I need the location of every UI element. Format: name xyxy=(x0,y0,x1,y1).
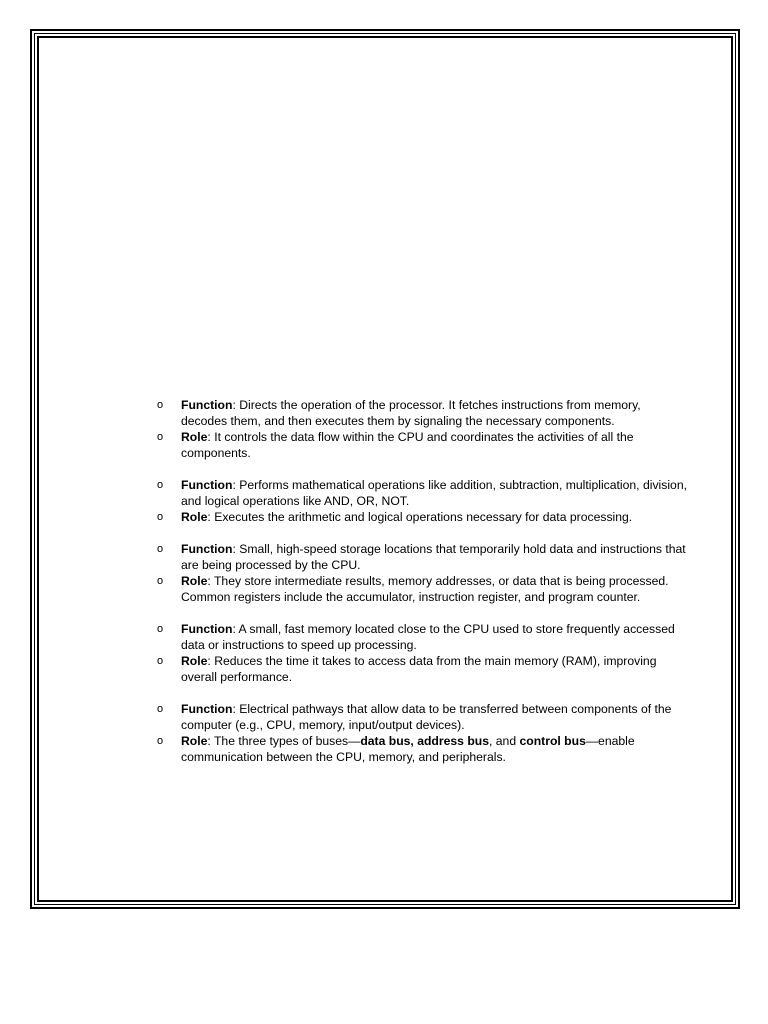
registers-section xyxy=(157,541,687,605)
bullet-icon: o xyxy=(157,655,164,667)
bus-types-term: data bus, address bus xyxy=(360,734,489,748)
item-text: : Electrical pathways that allow data to be transferred between components of the computer (e.g., CPU, memory, input/output devices). xyxy=(181,702,672,732)
item-label: Role xyxy=(181,734,208,748)
list-item xyxy=(157,701,687,733)
list-item xyxy=(157,733,687,765)
bullet-icon: o xyxy=(157,703,164,715)
item-text: : They store intermediate results, memory addresses, or data that is being processed. Common registers include the accumulator, instruction register, and program counter. xyxy=(181,574,669,604)
control-unit-section xyxy=(157,397,687,461)
bullet-icon: o xyxy=(157,735,164,747)
alu-section xyxy=(157,477,687,525)
list-item xyxy=(157,429,687,461)
item-text: : Small, high-speed storage locations that temporarily hold data and instructions that are being processed by the CPU. xyxy=(181,542,686,572)
item-label: Role xyxy=(181,430,208,444)
item-text-end: —enable communication between the CPU, memory, and peripherals. xyxy=(181,734,635,764)
item-label: Function xyxy=(181,478,233,492)
item-text: : A small, fast memory located close to the CPU used to store frequently accessed data or instructions to speed up processing. xyxy=(181,622,675,652)
item-label: Role xyxy=(181,574,208,588)
bullet-icon: o xyxy=(157,431,164,443)
list-item xyxy=(157,397,687,429)
list-item xyxy=(157,477,687,509)
list-item xyxy=(157,541,687,573)
item-text: : It controls the data flow within the CPU and coordinates the activities of all the components. xyxy=(181,430,634,460)
item-text-connector: , and xyxy=(489,734,520,748)
bullet-icon: o xyxy=(157,511,164,523)
control-bus-term: control bus xyxy=(519,734,586,748)
item-label: Function xyxy=(181,398,233,412)
list-item xyxy=(157,509,687,525)
bullet-icon: o xyxy=(157,399,164,411)
bullet-icon: o xyxy=(157,479,164,491)
item-label: Role xyxy=(181,654,208,668)
item-label: Function xyxy=(181,622,233,636)
cache-section xyxy=(157,621,687,685)
item-text: : Directs the operation of the processor. It fetches instructions from memory, decodes them, and then executes them by signaling the necessary components. xyxy=(181,398,641,428)
document-body xyxy=(157,397,687,781)
item-label: Function xyxy=(181,542,233,556)
list-item xyxy=(157,653,687,685)
item-text: : Performs mathematical operations like addition, subtraction, multiplication, division, and logical operations like AND, OR, NOT. xyxy=(181,478,687,508)
item-label: Role xyxy=(181,510,208,524)
bus-section xyxy=(157,701,687,765)
item-label: Function xyxy=(181,702,233,716)
item-text: : The three types of buses— xyxy=(207,734,361,748)
bullet-icon: o xyxy=(157,543,164,555)
bullet-icon: o xyxy=(157,575,164,587)
item-text: : Reduces the time it takes to access data from the main memory (RAM), improving overall performance. xyxy=(181,654,657,684)
bullet-icon: o xyxy=(157,623,164,635)
item-text: : Executes the arithmetic and logical operations necessary for data processing. xyxy=(207,510,633,524)
list-item xyxy=(157,621,687,653)
list-item xyxy=(157,573,687,605)
